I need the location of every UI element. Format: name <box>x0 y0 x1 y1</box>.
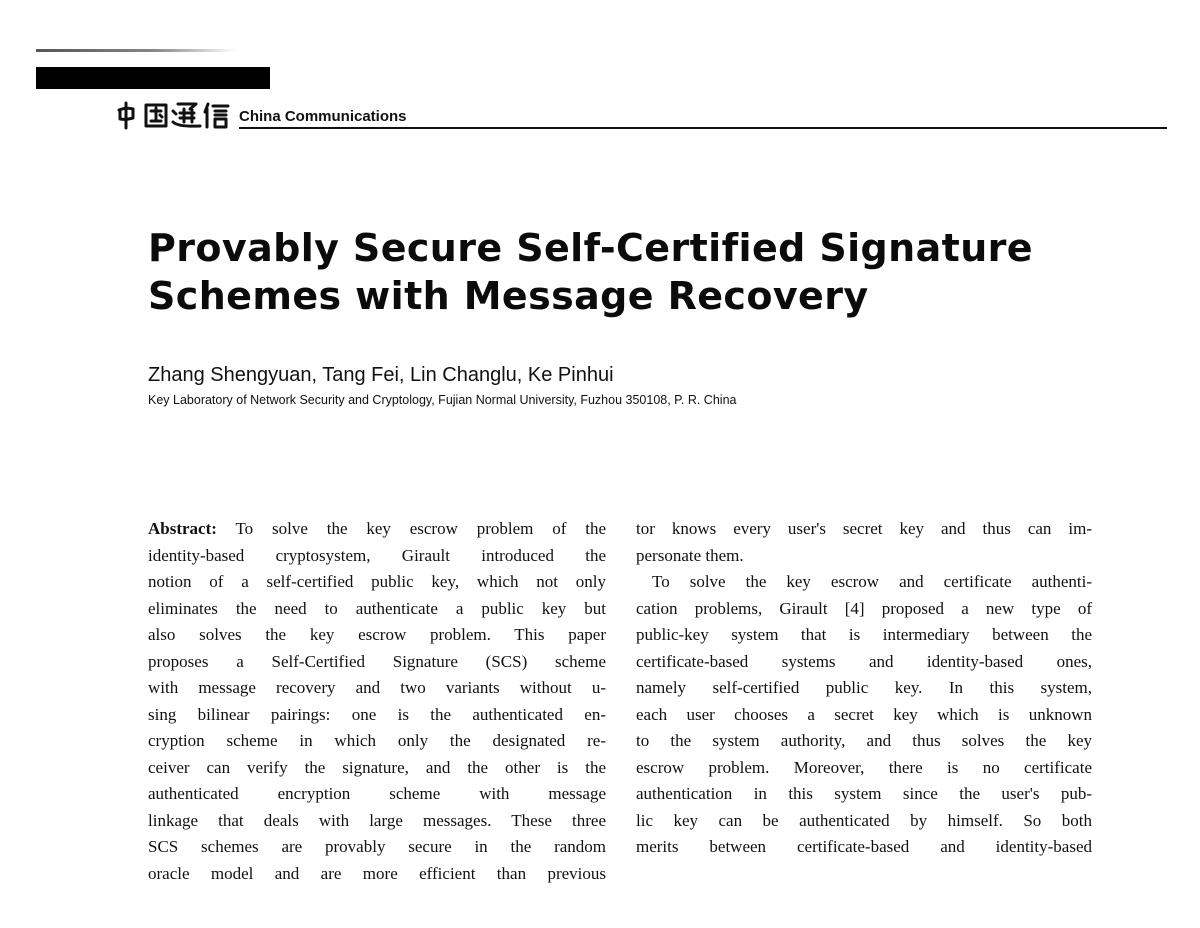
text-line: also solves the key escrow problem. This paper <box>148 625 606 644</box>
text-line: authenticated encryption scheme with message <box>148 784 606 803</box>
title-line: Schemes with Message Recovery <box>148 274 869 318</box>
text-line: SCS schemes are provably secure in the random <box>148 837 606 856</box>
text-line: each user chooses a secret key which is unknown <box>636 704 1092 724</box>
abstract-first-line <box>148 516 606 543</box>
text-line: lic key can be authenticated by himself. So both <box>636 810 1092 830</box>
abstract-label: Abstract: <box>148 519 217 538</box>
text-line: to the system authority, and thus solves the key <box>636 731 1092 750</box>
scan-artifact-streak <box>36 49 236 52</box>
text-line: oracle model and are more efficient than previous <box>148 863 606 883</box>
text-line: certificate-based systems and identity-based ones, <box>636 651 1092 671</box>
journal-name: China Communications <box>239 108 407 125</box>
text-line: identity-based cryptosystem, Girault introduced the <box>148 545 606 565</box>
text-line: eliminates the need to authenticate a public key but <box>148 598 606 618</box>
text-line: escrow problem. Moreover, there is no certificate <box>636 757 1092 777</box>
paragraph-start-line: To solve the key escrow and certificate authenti- <box>652 572 1092 591</box>
paper-title <box>148 224 1148 320</box>
text-line: authentication in this system since the user's pub- <box>636 784 1092 803</box>
text-line: ceiver can verify the signature, and the other is the <box>148 757 606 777</box>
header-rule <box>239 127 1167 129</box>
text-line: notion of a self-certified public key, which not only <box>148 572 606 591</box>
author-affiliation: Key Laboratory of Network Security and Cryptology, Fujian Normal University, Fuzhou 350108, P. R. China <box>148 393 737 407</box>
text-line: personate them. <box>636 545 744 565</box>
text-line: merits between certificate-based and identity-based <box>636 837 1092 856</box>
author-list: Zhang Shengyuan, Tang Fei, Lin Changlu, Ke Pinhui <box>148 364 614 386</box>
journal-header-bar <box>36 67 270 89</box>
right-column <box>636 516 1092 861</box>
text-line: cryption scheme in which only the designated re- <box>148 731 606 750</box>
text-line: with message recovery and two variants without u- <box>148 678 606 697</box>
text-line: public-key system that is intermediary between the <box>636 625 1092 644</box>
text-line: proposes a Self-Certified Signature (SCS) scheme <box>148 651 606 671</box>
text-line: cation problems, Girault [4] proposed a new type of <box>636 598 1092 618</box>
left-column <box>148 516 606 887</box>
title-line: Provably Secure Self-Certified Signature <box>148 226 1033 270</box>
text-line: namely self-certified public key. In this system, <box>636 678 1092 697</box>
journal-calligraphy-logo <box>116 100 232 130</box>
text-line: linkage that deals with large messages. These three <box>148 810 606 830</box>
text-span: To solve the key escrow problem of the <box>216 519 606 538</box>
text-line: sing bilinear pairings: one is the authenticated en- <box>148 704 606 724</box>
text-line: tor knows every user's secret key and thus can im- <box>636 519 1092 538</box>
